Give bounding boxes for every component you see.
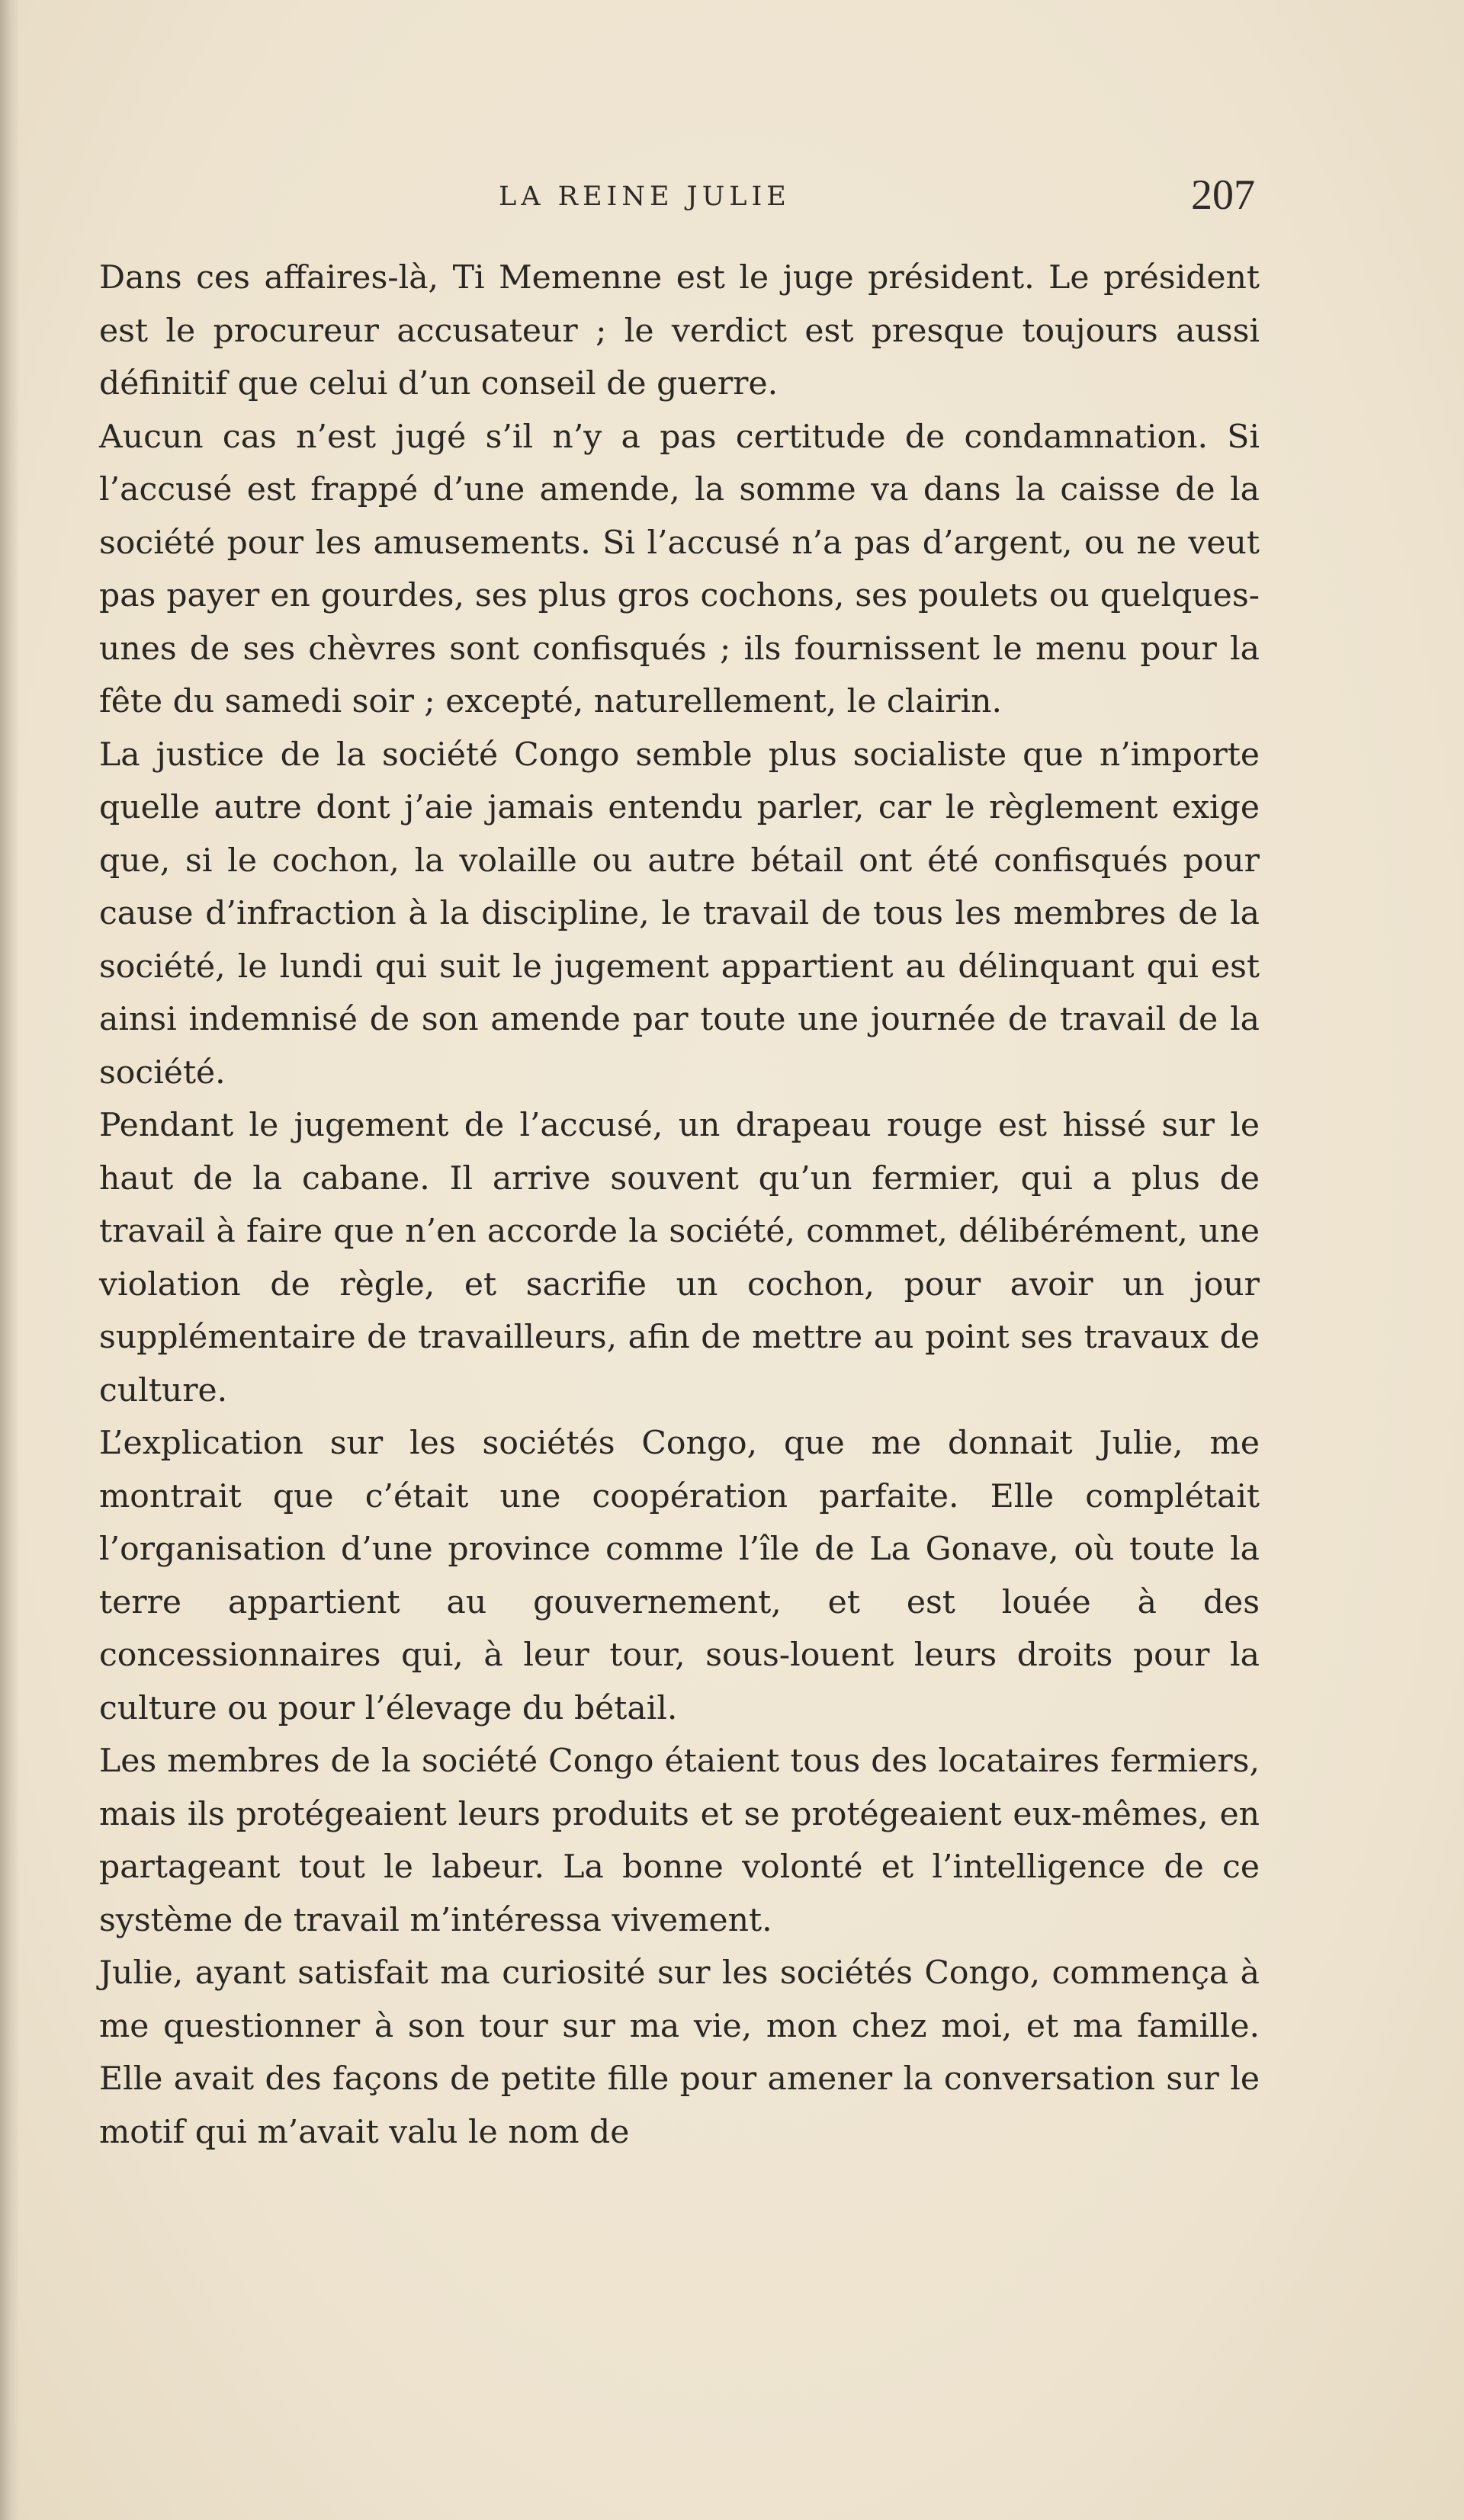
paragraph: L’explication sur les sociétés Congo, que me donnait Julie, me montrait que c’était une coopération parfaite. Elle complétait l’organisation d’une province comme l’île de La Gonave, où toute la terre appartient au gouvernement, et est louée à des concessionnaires qui, à leur tour, sous-louent leurs droits pour la culture ou pour l’élevage du bétail. — [99, 1425, 1260, 1727]
page-header — [0, 168, 1464, 236]
page-number: 207 — [1191, 172, 1255, 219]
running-head: LA REINE JULIE — [499, 181, 791, 212]
body-text — [99, 252, 1260, 2159]
paragraph: Les membres de la société Congo étaient tous des locataires fermiers, mais ils protégeaient leurs produits et se protégeaient eux-mêmes, en partageant tout le labeur. La bonne volonté et l’intelligence de ce système de travail m’intéressa vivement. — [99, 1743, 1260, 1939]
paragraph: Pendant le jugement de l’accusé, un drapeau rouge est hissé sur le haut de la cabane. Il arrive souvent qu’un fermier, qui a plus de travail à faire que n’en accorde la société, commet, délibérément, une violation de règle, et sacrifie un cochon, pour avoir un jour supplémentaire de travailleurs, afin de mettre au point ses travaux de culture. — [99, 1107, 1260, 1409]
paragraph: Aucun cas n’est jugé s’il n’y a pas certitude de condamnation. Si l’accusé est frappé d’une amende, la somme va dans la caisse de la société pour les amusements. Si l’accusé n’a pas d’argent, ou ne veut pas payer en gourdes, ses plus gros cochons, ses poulets ou quelques-unes de ses chèvres sont confisqués ; ils fournissent le menu pour la fête du samedi soir ; excepté, naturellement, le clairin. — [99, 418, 1260, 720]
page-binding-shadow — [0, 0, 20, 2520]
paragraph: La justice de la société Congo semble plus socialiste que n’importe quelle autre dont j’aie jamais entendu parler, car le règlement exige que, si le cochon, la volaille ou autre bétail ont été confisqués pour cause d’infraction à la discipline, le travail de tous les membres de la société, le lundi qui suit le jugement appartient au délinquant qui est ainsi indemnisé de son amende par toute une journée de travail de la société. — [99, 736, 1260, 1092]
paragraph: Julie, ayant satisfait ma curiosité sur les sociétés Congo, commença à me questionner à son tour sur ma vie, mon chez moi, et ma famille. Elle avait des façons de petite fille pour amener la conversation sur le motif qui m’avait valu le nom de — [99, 1954, 1260, 2151]
paragraph: Dans ces affaires-là, Ti Memenne est le juge président. Le président est le procureur accusateur ; le verdict est presque toujours aussi définitif que celui d’un conseil de guerre. — [99, 259, 1260, 402]
